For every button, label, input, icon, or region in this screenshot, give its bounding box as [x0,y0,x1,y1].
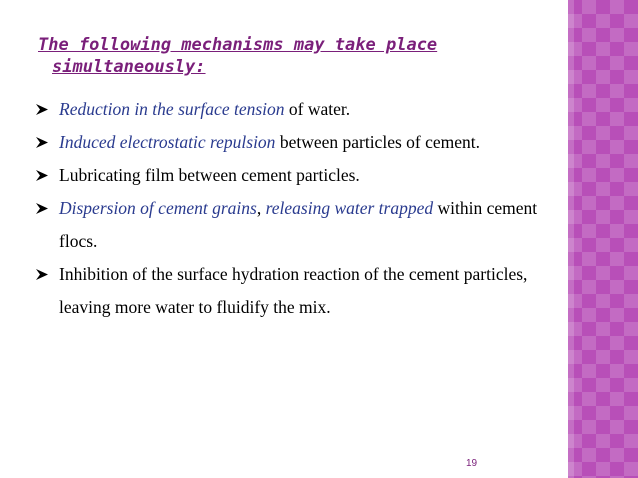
arrowhead-bullet-icon [36,159,52,192]
bullet-4-comma: , [256,198,266,218]
bullet-4-emphasis-a: Dispersion of cement grains [59,198,257,218]
bullet-4-emphasis-b: releasing water trapped [265,198,434,218]
bullet-item-hydration-inhibition [34,258,544,324]
bullet-item-electrostatic-repulsion [34,126,544,159]
bullet-item-dispersion [34,192,544,258]
heading-line-2: simultaneously: [52,57,206,77]
bullet-4-text: within cement flocs. [59,198,538,251]
heading-line-1: The following mechanisms may take place [38,35,438,55]
bullet-2-emphasis: Induced electrostatic repulsion [59,132,276,152]
bullet-item-surface-tension [34,93,544,126]
bullet-item-lubricating-film [34,159,544,192]
bullet-1-text: of water. [284,99,351,119]
bullet-1-emphasis: Reduction in the surface tension [59,99,285,119]
bullet-3-text: Lubricating film between cement particles. [59,165,360,185]
bullet-2-text: between particles of cement. [275,132,480,152]
slide-heading [38,34,558,78]
arrowhead-bullet-icon [36,192,52,225]
page-number: 19 [466,458,478,469]
bullet-list [34,93,544,324]
bullet-5-text: Inhibition of the surface hydration reaction of the cement particles, leaving more water to fluidify the mix. [59,264,528,317]
decorative-side-panel [568,0,638,478]
arrowhead-bullet-icon [36,126,52,159]
arrowhead-bullet-icon [36,93,52,126]
arrowhead-bullet-icon [36,258,52,291]
